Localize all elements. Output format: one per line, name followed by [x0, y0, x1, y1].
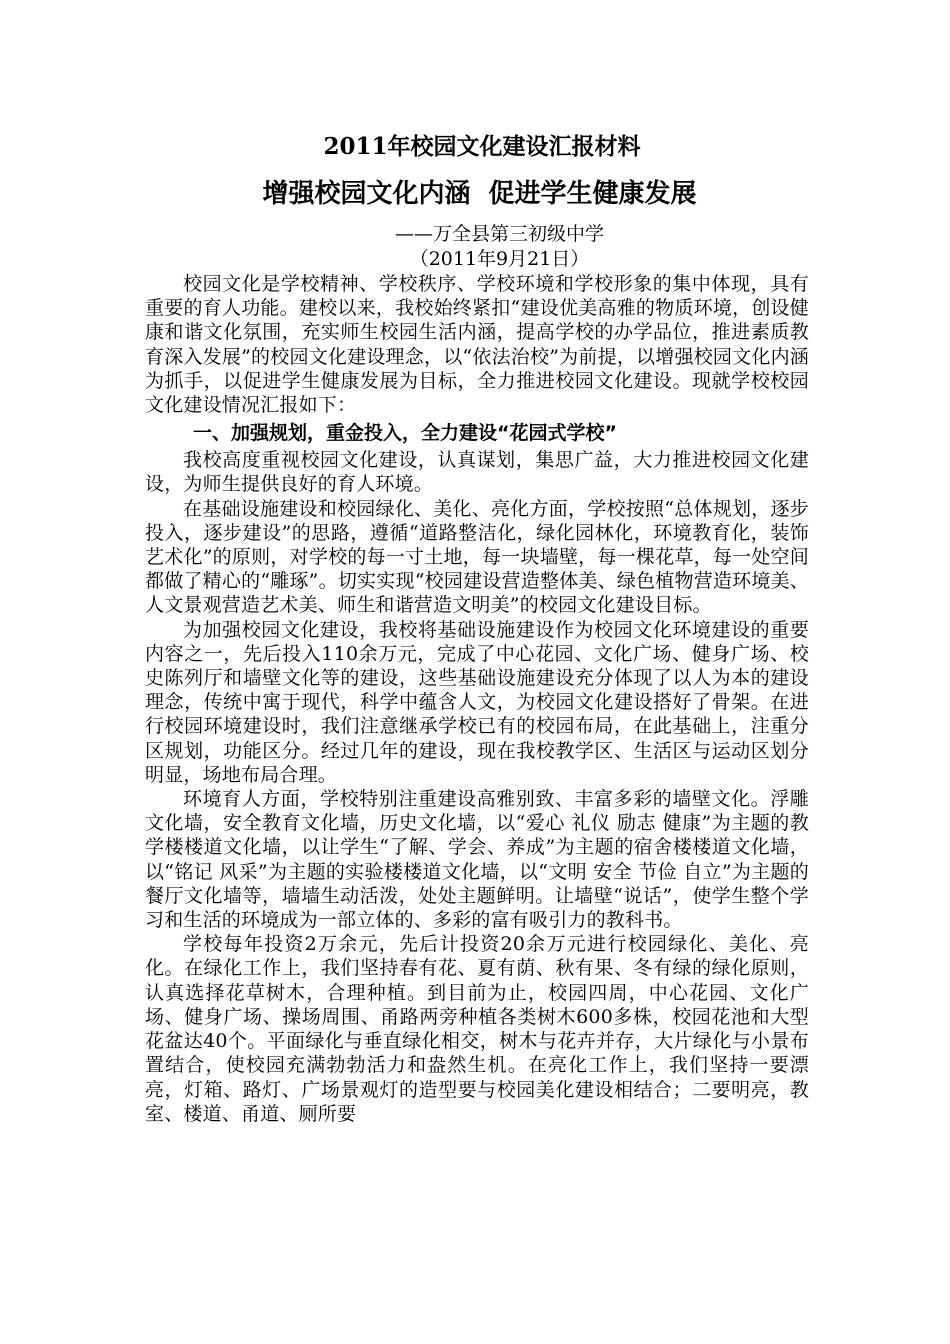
- paragraph: 为加强校园文化建设，我校将基础设施建设作为校园文化环境建设的重要内容之一，先后投入110余万元，完成了中心花园、文化广场、健身广场、校史陈列厅和墙壁文化等的建设，这些基础设施建设充分体现了以人为本的建设理念，传统中寓于现代，科学中蕴含人文，为校园文化建设搭好了骨架。在进行校园环境建设时，我们注意继承学校已有的校园布局，在此基础上，注重分区规划，功能区分。经过几年的建设，现在我校教学区、生活区与运动区划分明显，场地布局合理。: [145, 618, 809, 786]
- document-title: 2011年校园文化建设汇报材料: [323, 133, 641, 160]
- paragraph: 环境育人方面，学校特别注重建设高雅别致、丰富多彩的墙壁文化。浮雕文化墙，安全教育文化墙，历史文化墙，以“爱心 礼仪 励志 健康”为主题的教学楼楼道文化墙，以让学生“了解、学会、养成”为主题的宿舍楼楼道文化墙，以“铭记 风采”为主题的实验楼楼道文化墙，以“文明 安全 节俭 自立”为主题的餐厅文化墙等，墙墙生动活泼，处处主题鲜明。让墙壁“说话”，使学生整个学习和生活的环境成为一部立体的、多彩的富有吸引力的教科书。: [145, 788, 809, 932]
- paragraph-intro: 校园文化是学校精神、学校秩序、学校环境和学校形象的集中体现，具有重要的育人功能。建校以来，我校始终紧扣“建设优美高雅的物质环境，创设健康和谐文化氛围，充实师生校园生活内涵，提高学校的办学品位，推进素质教育深入发展”的校园文化建设理念，以“依法治校”为前提，以增强校园文化内涵为抓手，以促进学生健康发展为目标，全力推进校园文化建设。现就学校校园文化建设情况汇报如下：: [145, 273, 809, 417]
- paragraph: 我校高度重视校园文化建设，认真谋划，集思广益，大力推进校园文化建设，为师生提供良好的育人环境。: [145, 449, 809, 496]
- document-date: （2011年9月21日）: [409, 248, 590, 270]
- document-subtitle: 增强校园文化内涵 促进学生健康发展: [262, 179, 697, 209]
- document-page: [145, 130, 809, 1126]
- section-heading-1: 一、加强规划，重金投入，全力建设“花园式学校”: [193, 422, 617, 445]
- paragraph: 学校每年投资2万余元，先后计投资20余万元进行校园绿化、美化、亮化。在绿化工作上，我们坚持春有花、夏有荫、秋有果、冬有绿的绿化原则，认真选择花草树木，合理种植。到目前为止，校园四周，中心花园、文化广场、健身广场、操场周围、甬路两旁种植各类树木600多株，校园花池和大型花盆达40个。平面绿化与垂直绿化相交，树木与花卉并存，大片绿化与小景布置结合，使校园充满勃勃活力和盎然生机。在亮化工作上，我们坚持一要漂亮，灯箱、路灯、广场景观灯的造型要与校园美化建设相结合；二要明亮，教室、楼道、甬道、厕所要: [145, 933, 809, 1125]
- document-byline: ——万全县第三初级中学: [394, 223, 604, 245]
- paragraph: 在基础设施建设和校园绿化、美化、亮化方面，学校按照“总体规划，逐步投入，逐步建设”的思路，遵循“道路整洁化，绿化园林化，环境教育化，装饰艺术化”的原则，对学校的每一寸土地，每一块墙壁，每一棵花草，每一处空间都做了精心的“雕琢”。切实实现“校园建设营造整体美、绿色植物营造环境美、人文景观营造艺术美、师生和谐营造文明美”的校园文化建设目标。: [145, 497, 809, 617]
